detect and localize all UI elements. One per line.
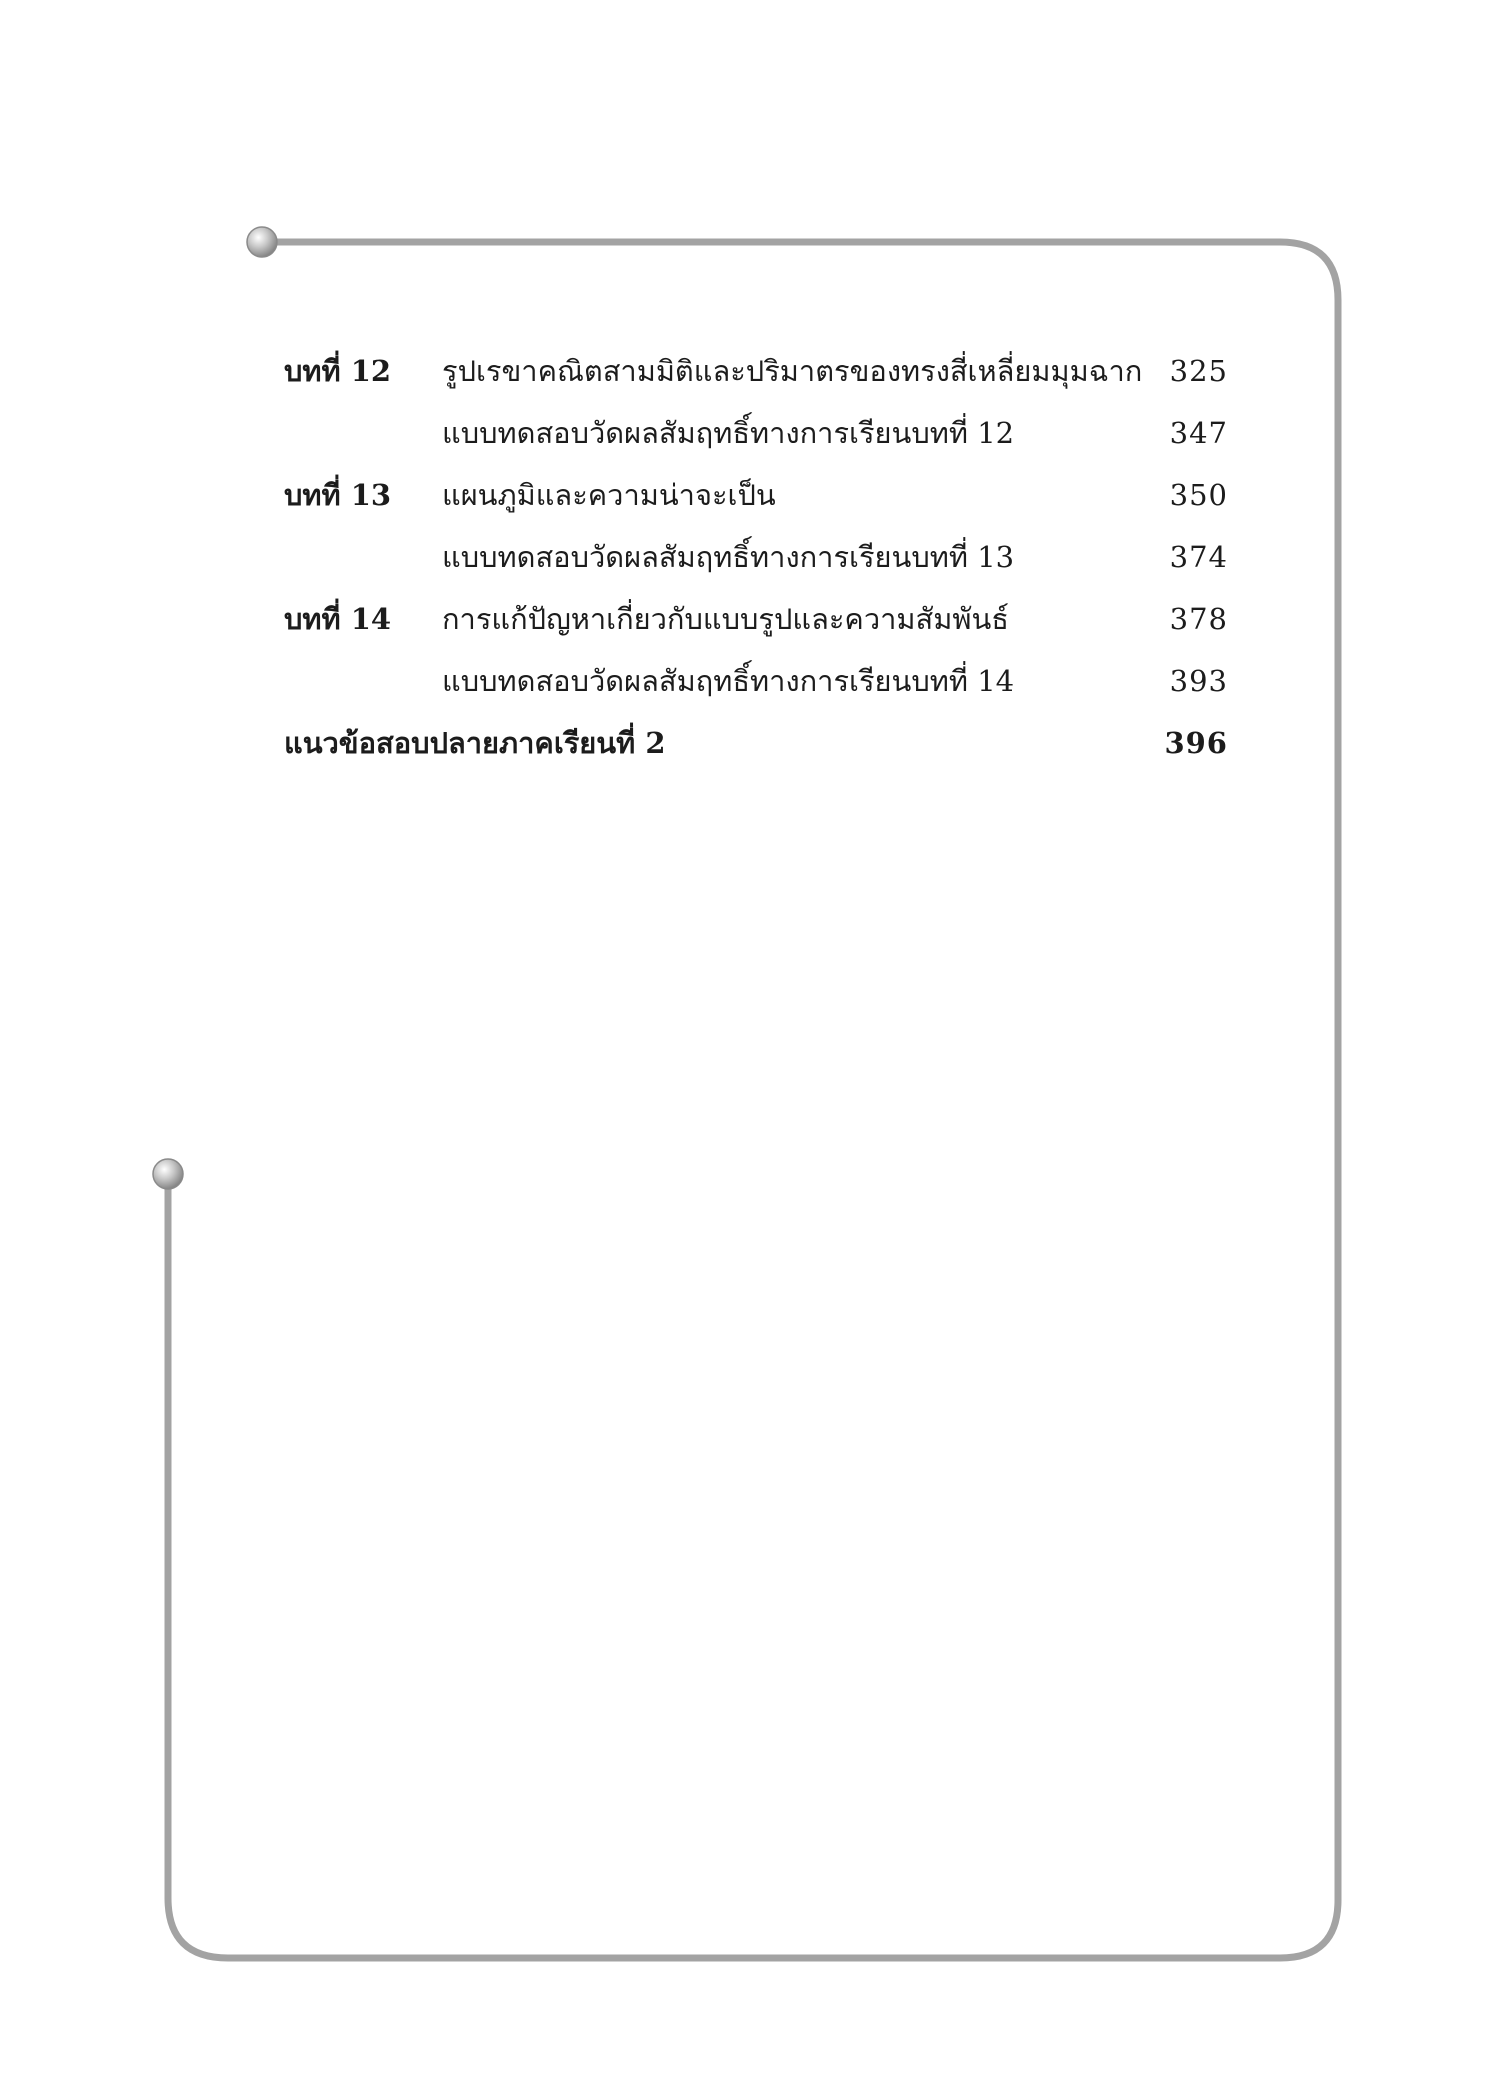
entry-title: แบบทดสอบวัดผลสัมฤทธิ์ทางการเรียนบทที่ 12 — [442, 416, 1015, 450]
page-number: 325 — [1169, 354, 1228, 388]
toc-row-final — [284, 712, 1228, 774]
toc-row — [284, 402, 1228, 464]
entry-title: แบบทดสอบวัดผลสัมฤทธิ์ทางการเรียนบทที่ 14 — [442, 664, 1015, 698]
toc-row — [284, 650, 1228, 712]
entry-title: แบบทดสอบวัดผลสัมฤทธิ์ทางการเรียนบทที่ 13 — [442, 540, 1015, 574]
table-of-contents — [284, 340, 1228, 774]
chapter-label: บทที่ 13 — [284, 478, 392, 512]
page-number: 396 — [1164, 726, 1228, 760]
toc-row — [284, 588, 1228, 650]
page-number: 350 — [1169, 478, 1228, 512]
entry-title: การแก้ปัญหาเกี่ยวกับแบบรูปและความสัมพันธ์ — [442, 602, 1009, 636]
page-number: 378 — [1169, 602, 1228, 636]
entry-title: แผนภูมิและความน่าจะเป็น — [442, 478, 776, 512]
final-exam-title: แนวข้อสอบปลายภาคเรียนที่ 2 — [284, 726, 666, 760]
page-number: 374 — [1169, 540, 1228, 574]
toc-row — [284, 340, 1228, 402]
chapter-label: บทที่ 12 — [284, 354, 392, 388]
page-number: 347 — [1169, 416, 1228, 450]
toc-row — [284, 464, 1228, 526]
frame-ball-left — [153, 1159, 183, 1189]
entry-title: รูปเรขาคณิตสามมิติและปริมาตรของทรงสี่เหลี่ยมมุมฉาก — [442, 354, 1143, 388]
chapter-label: บทที่ 14 — [284, 602, 392, 636]
page-number: 393 — [1169, 664, 1228, 698]
frame-ball-top — [247, 227, 277, 257]
toc-row — [284, 526, 1228, 588]
